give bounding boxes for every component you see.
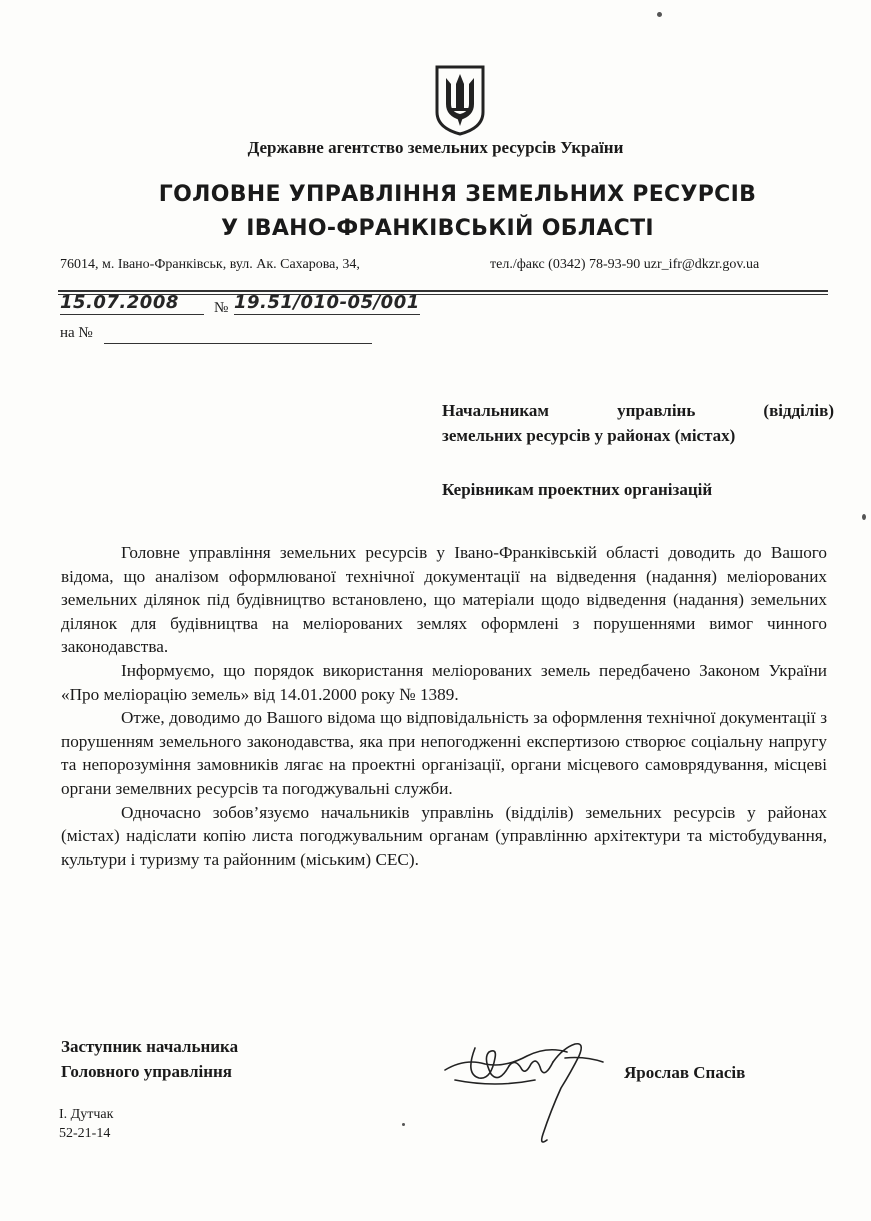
reply-to-label: на № bbox=[60, 325, 93, 341]
signatory-position-line1: Заступник начальника bbox=[61, 1037, 239, 1056]
scan-speck bbox=[657, 12, 662, 17]
addressee-block-1 bbox=[442, 398, 834, 448]
number-label: № bbox=[214, 300, 229, 316]
scan-speck bbox=[402, 1123, 405, 1126]
reply-to-line bbox=[104, 343, 372, 344]
body-paragraph-1: Головне управління земельних ресурсів у Івано-Франківській області доводить до Вашого відома, що аналізом оформлюваної технічної документації на відведення (надання) меліорованих земельних ділянок під будівництво встановлено, що матеріали щодо відведення (надання) земельних ділянок для будівництва на меліорованих землях оформлені з порушеннями вимог чинного законодавства. bbox=[61, 543, 827, 657]
handwritten-signature-icon bbox=[435, 1018, 625, 1158]
executor-name: І. Дутчак bbox=[59, 1107, 114, 1122]
postal-address: 76014, м. Івано-Франківськ, вул. Ак. Сахарова, 34, bbox=[60, 257, 360, 272]
contact-info: тел./факс (0342) 78-93-90 uzr_ifr@dkzr.gov.ua bbox=[490, 257, 760, 272]
signatory-position-line2: Головного управління bbox=[61, 1062, 232, 1081]
executor-info bbox=[59, 1105, 113, 1143]
organization-title-line1: ГОЛОВНЕ УПРАВЛІННЯ ЗЕМЕЛЬНИХ РЕСУРСІВ bbox=[158, 182, 757, 207]
executor-phone: 52-21-14 bbox=[59, 1126, 111, 1141]
signatory-name: Ярослав Спасів bbox=[624, 1063, 746, 1082]
trident-coat-of-arms-icon bbox=[434, 64, 486, 136]
outgoing-date: 15.07.2008 bbox=[60, 292, 204, 315]
addressee-line2: земельних ресурсів у районах (містах) bbox=[442, 426, 736, 445]
organization-title-line2: У ІВАНО-ФРАНКІВСЬКІЙ ОБЛАСТІ bbox=[221, 216, 654, 241]
body-paragraph-2: Інформуємо, що порядок використання меліорованих земель передбачено Законом України «Про меліорацію земель» від 14.01.2000 року № 1389. bbox=[61, 660, 827, 704]
agency-name: Державне агентство земельних ресурсів України bbox=[247, 138, 624, 157]
signatory-position bbox=[61, 1034, 238, 1084]
addressee-line1: Начальникам управлінь (відділів) bbox=[442, 401, 834, 420]
addressee-line3: Керівникам проектних організацій bbox=[442, 480, 713, 499]
outgoing-number: 19.51/010-05/001 bbox=[234, 292, 420, 313]
scan-speck bbox=[862, 514, 866, 520]
letter-body bbox=[61, 541, 827, 871]
body-paragraph-3: Отже, доводимо до Вашого відома що відповідальність за оформлення технічної документації з порушенням земельного законодавства, яка при непогодженні експертизою створює соціальну напругу та непорозуміння замовників лягає на проектні організації, органи місцевого самоврядування, місцеві органи земелвних ресурсів та погоджувальні служби. bbox=[61, 708, 827, 798]
body-paragraph-4: Одночасно зобов’язуємо начальників управлінь (відділів) земельних ресурсів у районах (містах) надіслати копію листа погоджувальним органам (управлінню архітектури та містобудування, культури і туризму та районним (міським) СЕС). bbox=[61, 802, 827, 869]
